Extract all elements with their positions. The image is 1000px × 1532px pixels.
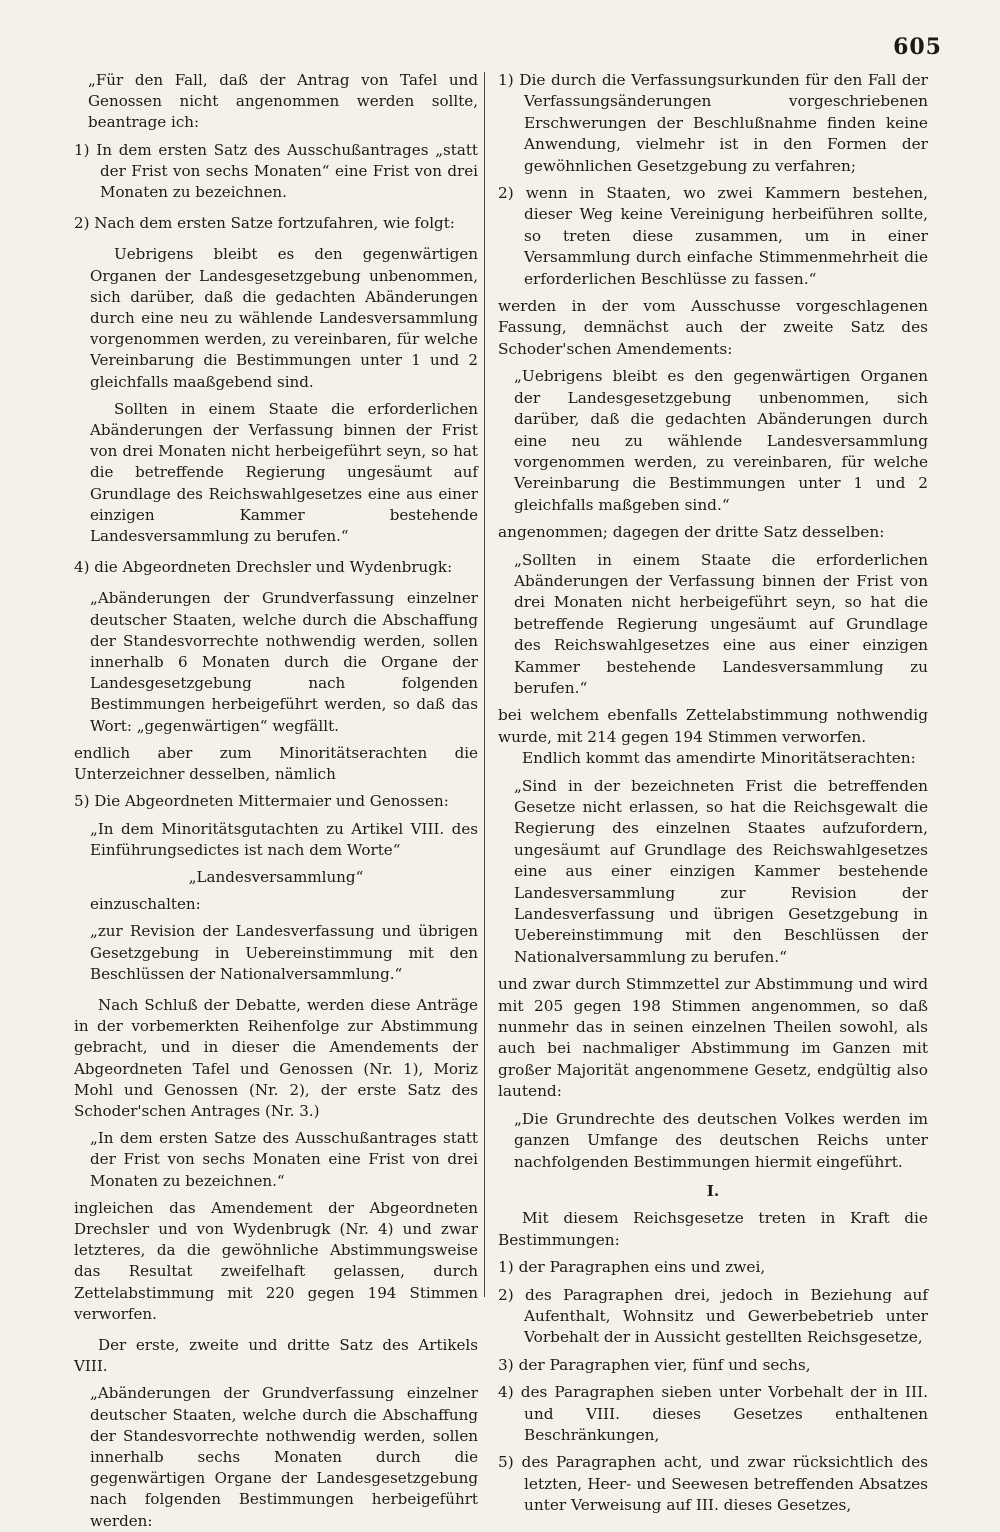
left-item-2: 2) Nach dem ersten Satze fortzufahren, wie folgt:	[74, 214, 455, 233]
right-section-numeral: I.	[706, 1181, 720, 1200]
right-para-zettelabstimmung: bei welchem ebenfalls Zettelabstimmung nothwendig wurde, mit 214 gegen 194 Stimmen verworfen.	[498, 706, 928, 746]
right-list-3: 3) der Paragraphen vier, fünf und sechs,	[498, 1355, 811, 1374]
right-quote-grundrechte: „Die Grundrechte des deutschen Volkes werden im ganzen Umfange des deutschen Reichs unter nachfolgenden Bestimmungen hiermit eingeführt.	[514, 1109, 928, 1171]
left-item-5: 5) Die Abgeordneten Mittermaier und Genossen:	[74, 792, 449, 811]
right-para-reichsgesetze: Mit diesem Reichsgesetze treten in Kraft die Bestimmungen:	[498, 1209, 928, 1249]
right-column	[498, 70, 928, 1517]
left-para-endlich: endlich aber zum Minoritätserachten die Unterzeichner desselben, nämlich	[74, 743, 478, 784]
right-item-2: 2) wenn in Staaten, wo zwei Kammern bestehen, dieser Weg keine Vereinigung herbeiführen sollte, so treten diese zusammen, um in einer Versammlung durch einfache Stimmenmehrheit die erforderlichen Beschlüsse zu fassen.“	[498, 184, 928, 288]
right-quote-sollten: „Sollten in einem Staate die erforderlichen Abänderungen der Verfassung binnen der Frist von drei Monaten nicht herbeigeführt seyn, so hat die betreffende Regierung ungesäumt auf Grundlage des Reichswahlgesetzes eine aus einer einzigen Kammer bestehende Landesversammlung zu berufen.“	[514, 550, 928, 697]
left-item-1: 1) In dem ersten Satz des Ausschußantrages „statt der Frist von sechs Monaten“ eine Frist von drei Monaten zu bezeichnen.	[74, 140, 478, 202]
left-quote-grundverfassung: „Abänderungen der Grundverfassung einzelner deutscher Staaten, welche durch die Abschaffung der Standesvorrechte nothwendig werden, sollen innerhalb sechs Monaten durch die gegenwärtigen Organe der Landesgesetzgebung nach folgenden Bestimmungen herbeigeführt werden:	[90, 1384, 478, 1530]
right-list-2: 2) des Paragraphen drei, jedoch in Beziehung auf Aufenthalt, Wohnsitz und Gewerbebetrieb unter Vorbehalt der in Aussicht gestellten Reichsgesetze,	[498, 1285, 928, 1347]
left-quote-revision: „zur Revision der Landesverfassung und übrigen Gesetzgebung in Uebereinstimmung mit den Beschlüssen der Nationalversammlung.“	[90, 922, 478, 983]
right-list-1: 1) der Paragraphen eins und zwei,	[498, 1258, 766, 1277]
left-para-ingleichen: ingleichen das Amendement der Abgeordneten Drechsler und von Wydenbrugk (Nr. 4) und zwar letzteres, da die gewöhnliche Abstimmungsweise das Resultat zweifelhaft gelassen, durch Zettelabstimmung mit 220 gegen 194 Stimmen verworfen.	[74, 1198, 478, 1323]
right-quote-sind: „Sind in der bezeichneten Frist die betreffenden Gesetze nicht erlassen, so hat die Reichsgewalt die Regierung des einzelnen Staates aufzufordern, ungesäumt auf Grundlage des Reichswahlgesetzes eine aus einer einzigen Kammer bestehende Landesversammlung zur Revision der Landesverfassung und übrigen Gesetzgebung in Uebereinstimmung mit den Beschlüssen der Nationalversammlung zu berufen.“	[514, 776, 928, 966]
left-item-4: 4) die Abgeordneten Drechsler und Wydenbrugk:	[74, 558, 453, 577]
left-para-einzuschalten: einzuschalten:	[90, 895, 201, 914]
left-quote-uebrigens: Uebrigens bleibt es den gegenwärtigen Organen der Landesgesetzgebung unbenommen, sich darüber, daß die gedachten Abänderungen durch eine neu zu wählende Landesversammlung vorgenommen werden, zu vereinbaren, für welche Vereinbarung die Bestimmungen unter 1 und 2 gleichfalls maaßgebend sind.	[90, 245, 478, 391]
left-quote-landesversammlung: „Landesversammlung“	[188, 867, 364, 886]
right-para-werden: werden in der vom Ausschusse vorgeschlagenen Fassung, demnächst auch der zweite Satz des Schoder'schen Amendements:	[498, 297, 928, 358]
right-para-endlich: Endlich kommt das amendirte Minoritätserachten:	[522, 749, 916, 768]
left-para-schluss: Nach Schluß der Debatte, werden diese Anträge in der vorbemerkten Reihenfolge zur Abstimmung gebracht, und in dieser die Amendements der Abgeordneten Tafel und Genossen (Nr. 1), Moriz Mohl und Genossen (Nr. 2), der erste Satz des Schoder'schen Antrages (Nr. 3.)	[74, 995, 478, 1120]
left-para-intro: „Für den Fall, daß der Antrag von Tafel und Genossen nicht angenommen werden sollte, beantrage ich:	[88, 71, 478, 132]
left-quote-abaenderungen: „Abänderungen der Grundverfassung einzelner deutscher Staaten, welche durch die Abschaffung der Standesvorrechte nothwendig werden, sollen innerhalb 6 Monaten durch die Organe der Landesgesetzgebung nach folgenden Bestimmungen herbeigeführt werden, so daß das Wort: „gegenwärtigen“ wegfällt.	[90, 589, 478, 735]
right-list-4: 4) des Paragraphen sieben unter Vorbehalt der in III. und VIII. dieses Gesetzes enthaltenen Beschränkungen,	[498, 1383, 928, 1444]
right-list-5: 5) des Paragraphen acht, und zwar rücksichtlich des letzten, Heer- und Seewesen betreffenden Absatzes unter Verweisung auf III. dieses Gesetzes,	[498, 1453, 928, 1515]
left-quote-minoritaet: „In dem Minoritätsgutachten zu Artikel VIII. des Einführungsedictes ist nach dem Worte“	[90, 819, 478, 859]
right-para-stimmzettel: und zwar durch Stimmzettel zur Abstimmung und wird mit 205 gegen 198 Stimmen angenommen, so daß nunmehr das in seinen einzelnen Theilen sowohl, als auch bei nachmaliger Abstimmung im Ganzen mit großer Majorität angenommene Gesetz, endgültig also lautend:	[498, 975, 928, 1101]
right-quote-uebrigens: „Uebrigens bleibt es den gegenwärtigen Organen der Landesgesetzgebung unbenommen, sich darüber, daß die gedachten Abänderungen durch eine neu zu wählende Landesversammlung vorgenommen werden, zu vereinbaren, für welche Vereinbarung die Bestimmungen unter 1 und 2 gleichfalls maßgeben sind.“	[514, 367, 928, 514]
left-column	[74, 70, 478, 1532]
right-para-angenommen: angenommen; dagegen der dritte Satz desselben:	[498, 523, 885, 542]
column-divider	[484, 72, 485, 1297]
page-number: 605	[893, 34, 942, 60]
left-quote-ersten-satze: „In dem ersten Satze des Ausschußantrages statt der Frist von sechs Monaten eine Frist von drei Monaten zu bezeichnen.“	[90, 1129, 478, 1190]
left-para-artikel-viii: Der erste, zweite und dritte Satz des Artikels VIII.	[74, 1335, 478, 1376]
right-item-1: 1) Die durch die Verfassungsurkunden für den Fall der Verfassungsänderungen vorgeschriebenen Erschwerungen der Beschlußnahme finden keine Anwendung, vielmehr ist in den Formen der gewöhnlichen Gesetzgebung zu verfahren;	[498, 71, 928, 175]
left-quote-sollten: Sollten in einem Staate die erforderlichen Abänderungen der Verfassung binnen der Frist von drei Monaten nicht herbeigeführt seyn, so hat die betreffende Regierung ungesäumt auf Grundlage des Reichswahlgesetzes eine aus einer einzigen Kammer bestehende Landesversammlung zu berufen.“	[90, 399, 478, 546]
